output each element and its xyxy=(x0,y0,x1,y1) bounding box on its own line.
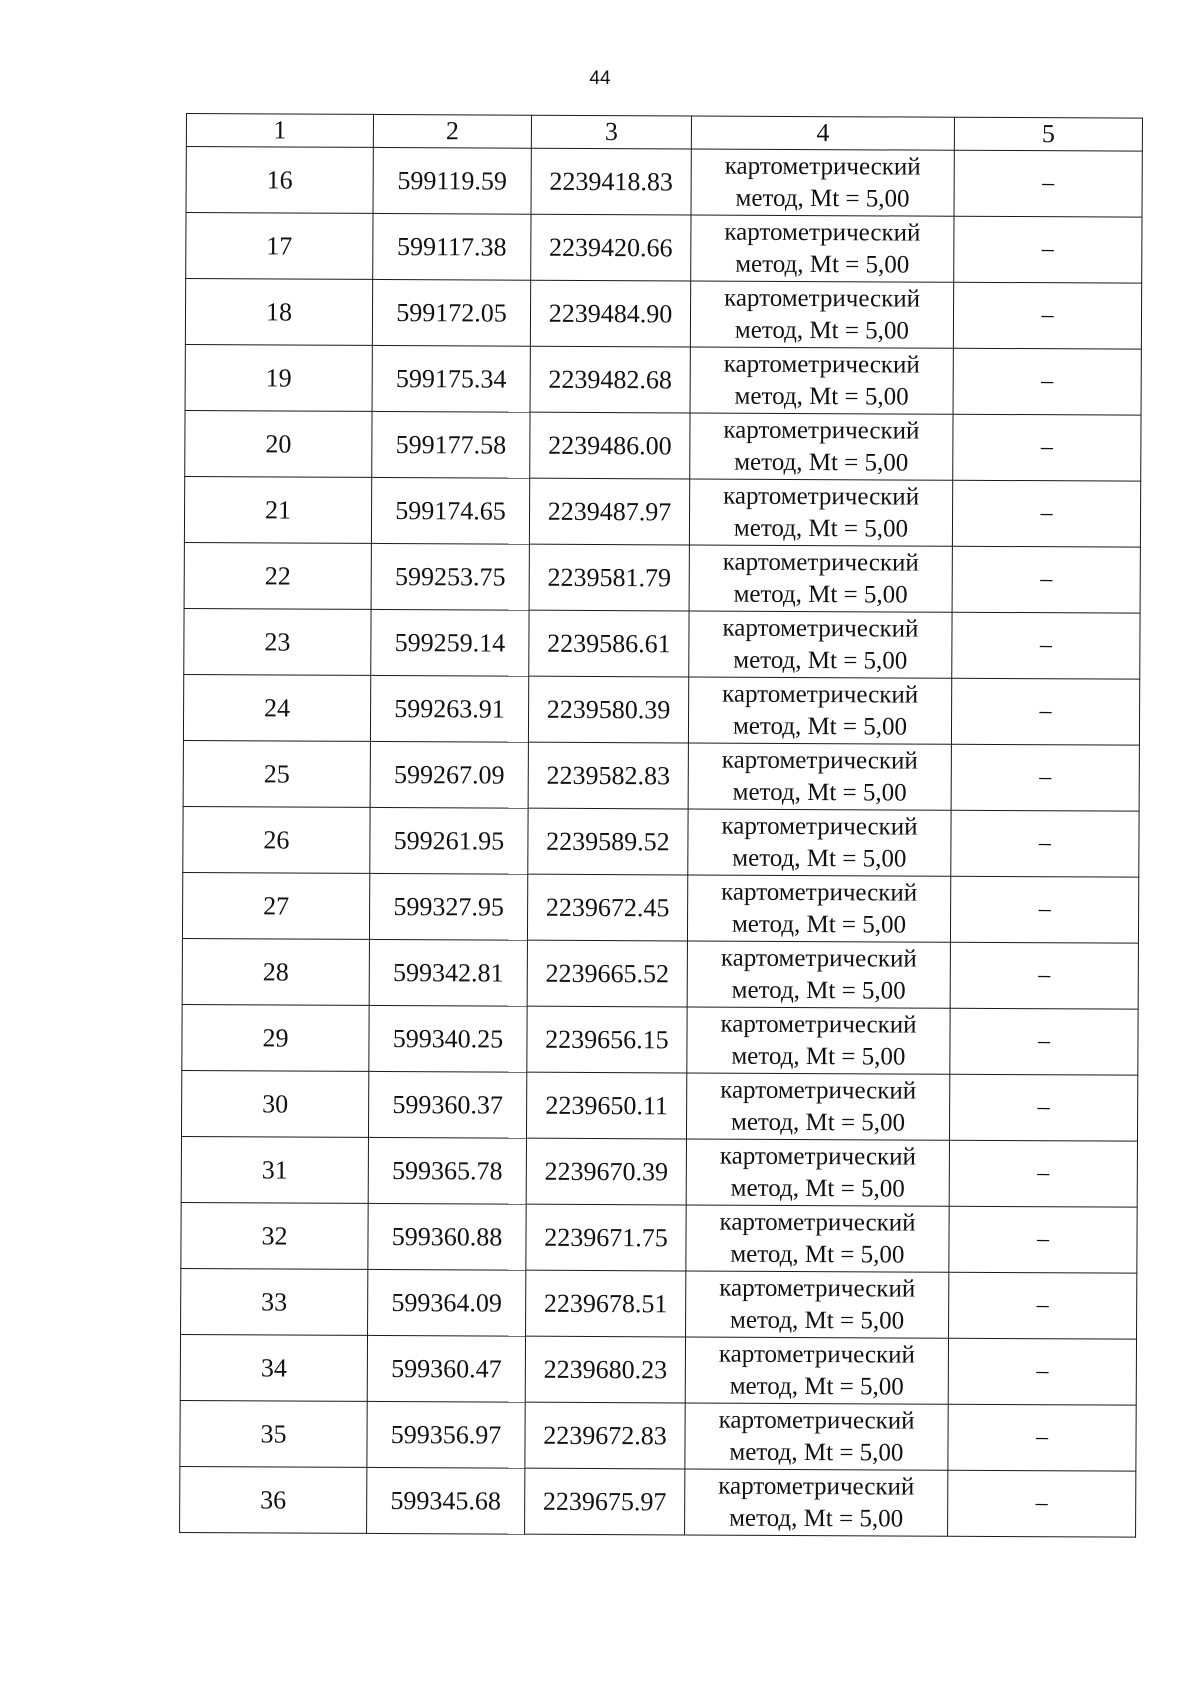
x-coordinate-cell: 599175.34 xyxy=(372,345,530,412)
description-cell: – xyxy=(951,678,1139,745)
description-cell: – xyxy=(948,1404,1136,1471)
method-cell xyxy=(690,413,953,480)
method-line-2: метод, Mt = 5,00 xyxy=(730,1306,905,1335)
x-coordinate-cell: 599267.09 xyxy=(370,741,528,808)
point-number-cell: 29 xyxy=(182,1004,369,1071)
table-row xyxy=(181,1268,1137,1339)
x-coordinate-cell: 599356.97 xyxy=(367,1401,525,1468)
table-header-row xyxy=(186,114,1142,152)
method-line-2: метод, Mt = 5,00 xyxy=(731,976,906,1005)
table-row xyxy=(185,344,1141,415)
description-cell: – xyxy=(948,1470,1136,1537)
column-header: 3 xyxy=(531,115,691,149)
method-line-1: картометрический xyxy=(718,1406,915,1435)
y-coordinate-cell: 2239678.51 xyxy=(526,1270,686,1337)
y-coordinate-cell: 2239665.52 xyxy=(527,940,687,1007)
method-cell xyxy=(685,1403,948,1470)
x-coordinate-cell: 599360.47 xyxy=(367,1335,525,1402)
point-number-cell: 16 xyxy=(186,147,373,214)
method-line-2: метод, Mt = 5,00 xyxy=(734,448,909,477)
x-coordinate-cell: 599261.95 xyxy=(370,807,528,874)
y-coordinate-cell: 2239589.52 xyxy=(528,808,688,875)
x-coordinate-cell: 599117.38 xyxy=(373,213,531,280)
table-row xyxy=(186,213,1142,284)
description-cell: – xyxy=(949,1140,1137,1207)
method-line-2: метод, Mt = 5,00 xyxy=(733,580,908,609)
method-line-1: картометрический xyxy=(720,944,917,973)
point-number-cell: 20 xyxy=(185,410,372,477)
method-cell xyxy=(685,1469,948,1536)
method-line-2: метод, Mt = 5,00 xyxy=(730,1174,905,1203)
point-number-cell: 24 xyxy=(183,674,370,741)
method-cell xyxy=(686,1139,949,1206)
method-cell xyxy=(689,479,952,546)
description-cell: – xyxy=(952,480,1140,547)
y-coordinate-cell: 2239580.39 xyxy=(528,676,688,743)
point-number-cell: 32 xyxy=(181,1202,368,1269)
point-number-cell: 31 xyxy=(181,1136,368,1203)
coordinates-table xyxy=(179,113,1143,1538)
description-cell: – xyxy=(951,744,1139,811)
method-line-1: картометрический xyxy=(721,878,918,907)
method-line-1: картометрический xyxy=(722,680,919,709)
method-line-2: метод, Mt = 5,00 xyxy=(730,1108,906,1137)
y-coordinate-cell: 2239671.75 xyxy=(526,1204,686,1271)
point-number-cell: 28 xyxy=(182,938,369,1005)
x-coordinate-cell: 599342.81 xyxy=(369,939,527,1006)
x-coordinate-cell: 599365.78 xyxy=(368,1137,526,1204)
method-line-1: картометрический xyxy=(719,1142,916,1171)
method-cell xyxy=(687,941,950,1008)
point-number-cell: 17 xyxy=(186,213,373,280)
method-line-1: картометрический xyxy=(723,416,920,445)
table-row xyxy=(186,147,1142,218)
method-line-1: картометрический xyxy=(724,152,921,181)
table-row xyxy=(185,279,1141,350)
point-number-cell: 35 xyxy=(180,1400,367,1467)
method-cell xyxy=(688,809,951,876)
method-line-1: картометрический xyxy=(724,218,921,247)
y-coordinate-cell: 2239581.79 xyxy=(529,544,689,611)
method-cell xyxy=(686,1205,949,1272)
method-cell xyxy=(689,545,952,612)
method-line-1: картометрический xyxy=(723,350,920,379)
method-line-2: метод, Mt = 5,00 xyxy=(733,646,908,675)
method-line-2: метод, Mt = 5,00 xyxy=(735,184,910,213)
method-line-1: картометрический xyxy=(724,284,921,313)
description-cell: – xyxy=(949,1272,1137,1339)
point-number-cell: 33 xyxy=(181,1268,368,1335)
method-line-2: метод, Mt = 5,00 xyxy=(731,910,907,939)
method-line-2: метод, Mt = 5,00 xyxy=(729,1372,904,1401)
y-coordinate-cell: 2239482.68 xyxy=(530,346,690,413)
method-cell xyxy=(688,677,951,744)
table-body xyxy=(180,147,1143,1538)
method-cell xyxy=(686,1073,949,1140)
table-row xyxy=(181,1136,1137,1207)
x-coordinate-cell: 599364.09 xyxy=(368,1269,526,1336)
method-line-2: метод, Mt = 5,00 xyxy=(734,382,909,411)
x-coordinate-cell: 599259.14 xyxy=(371,609,529,676)
method-line-1: картометрический xyxy=(718,1472,915,1501)
description-cell: – xyxy=(951,810,1139,877)
y-coordinate-cell: 2239680.23 xyxy=(525,1336,685,1403)
method-line-2: метод, Mt = 5,00 xyxy=(729,1504,904,1533)
page-number: 44 xyxy=(589,68,611,89)
y-coordinate-cell: 2239487.97 xyxy=(529,478,689,545)
column-header: 2 xyxy=(373,114,531,148)
method-line-1: картометрический xyxy=(718,1340,915,1369)
point-number-cell: 27 xyxy=(182,872,369,939)
method-cell xyxy=(691,215,954,282)
method-line-2: метод, Mt = 5,00 xyxy=(732,712,908,741)
method-line-1: картометрический xyxy=(723,482,920,511)
x-coordinate-cell: 599340.25 xyxy=(369,1005,527,1072)
method-line-1: картометрический xyxy=(719,1274,916,1303)
y-coordinate-cell: 2239650.11 xyxy=(526,1072,686,1139)
method-cell xyxy=(686,1271,949,1338)
table-row xyxy=(180,1400,1136,1471)
point-number-cell: 23 xyxy=(184,608,371,675)
x-coordinate-cell: 599345.68 xyxy=(367,1467,525,1534)
column-header: 5 xyxy=(954,117,1142,151)
table-row xyxy=(180,1334,1136,1405)
point-number-cell: 25 xyxy=(183,740,370,807)
method-line-2: метод, Mt = 5,00 xyxy=(732,778,907,807)
column-header: 4 xyxy=(691,116,954,150)
method-cell xyxy=(690,347,953,414)
method-line-1: картометрический xyxy=(721,746,918,775)
method-cell xyxy=(687,1007,950,1074)
x-coordinate-cell: 599177.58 xyxy=(372,411,530,478)
description-cell: – xyxy=(950,876,1138,943)
method-line-2: метод, Mt = 5,00 xyxy=(729,1438,904,1467)
x-coordinate-cell: 599360.37 xyxy=(368,1071,526,1138)
method-line-1: картометрический xyxy=(720,1076,917,1105)
point-number-cell: 36 xyxy=(180,1466,367,1533)
description-cell: – xyxy=(949,1206,1137,1273)
x-coordinate-cell: 599327.95 xyxy=(369,873,527,940)
method-line-2: метод, Mt = 5,00 xyxy=(735,250,910,279)
x-coordinate-cell: 599253.75 xyxy=(371,543,529,610)
y-coordinate-cell: 2239672.83 xyxy=(525,1402,685,1469)
method-line-1: картометрический xyxy=(721,812,918,841)
column-header: 1 xyxy=(186,114,373,148)
x-coordinate-cell: 599174.65 xyxy=(371,477,529,544)
y-coordinate-cell: 2239656.15 xyxy=(527,1006,687,1073)
description-cell: – xyxy=(952,612,1140,679)
table-row xyxy=(183,674,1139,745)
table-row xyxy=(181,1070,1137,1141)
description-cell: – xyxy=(950,942,1138,1009)
method-line-2: метод, Mt = 5,00 xyxy=(730,1240,905,1269)
x-coordinate-cell: 599172.05 xyxy=(372,279,530,346)
description-cell: – xyxy=(953,414,1141,481)
point-number-cell: 22 xyxy=(184,542,371,609)
description-cell: – xyxy=(954,216,1142,283)
y-coordinate-cell: 2239418.83 xyxy=(531,148,691,215)
method-cell xyxy=(690,281,953,348)
table-row xyxy=(181,1202,1137,1273)
point-number-cell: 26 xyxy=(183,806,370,873)
y-coordinate-cell: 2239420.66 xyxy=(531,214,691,281)
description-cell: – xyxy=(954,150,1142,217)
method-line-1: картометрический xyxy=(720,1010,917,1039)
method-line-2: метод, Mt = 5,00 xyxy=(731,1042,906,1071)
table-row xyxy=(183,806,1139,877)
point-number-cell: 18 xyxy=(185,279,372,346)
method-line-2: метод, Mt = 5,00 xyxy=(733,514,909,543)
y-coordinate-cell: 2239486.00 xyxy=(530,412,690,479)
description-cell: – xyxy=(953,282,1141,349)
y-coordinate-cell: 2239582.83 xyxy=(528,742,688,809)
point-number-cell: 34 xyxy=(180,1334,367,1401)
method-line-1: картометрический xyxy=(719,1208,916,1237)
point-number-cell: 21 xyxy=(184,476,371,543)
x-coordinate-cell: 599360.88 xyxy=(368,1203,526,1270)
table-row xyxy=(185,410,1141,481)
point-number-cell: 30 xyxy=(181,1070,368,1137)
point-number-cell: 19 xyxy=(185,344,372,411)
table-row xyxy=(184,542,1140,613)
method-line-1: картометрический xyxy=(722,614,919,643)
y-coordinate-cell: 2239675.97 xyxy=(525,1468,685,1535)
table-row xyxy=(184,608,1140,679)
method-line-2: метод, Mt = 5,00 xyxy=(732,844,907,873)
description-cell: – xyxy=(953,348,1141,415)
description-cell: – xyxy=(949,1074,1137,1141)
method-cell xyxy=(687,875,950,942)
method-cell xyxy=(691,149,954,216)
table-row xyxy=(183,740,1139,811)
x-coordinate-cell: 599263.91 xyxy=(370,675,528,742)
description-cell: – xyxy=(948,1338,1136,1405)
method-cell xyxy=(685,1337,948,1404)
method-line-1: картометрический xyxy=(722,548,919,577)
description-cell: – xyxy=(952,546,1140,613)
method-cell xyxy=(688,743,951,810)
table-row xyxy=(182,938,1138,1009)
method-line-2: метод, Mt = 5,00 xyxy=(734,316,910,345)
y-coordinate-cell: 2239670.39 xyxy=(526,1138,686,1205)
method-cell xyxy=(689,611,952,678)
description-cell: – xyxy=(950,1008,1138,1075)
table-row xyxy=(184,476,1140,547)
y-coordinate-cell: 2239586.61 xyxy=(529,610,689,677)
table-row xyxy=(182,872,1138,943)
y-coordinate-cell: 2239484.90 xyxy=(530,280,690,347)
x-coordinate-cell: 599119.59 xyxy=(373,147,531,214)
table-row xyxy=(182,1004,1138,1075)
y-coordinate-cell: 2239672.45 xyxy=(527,874,687,941)
table-row xyxy=(180,1466,1136,1537)
